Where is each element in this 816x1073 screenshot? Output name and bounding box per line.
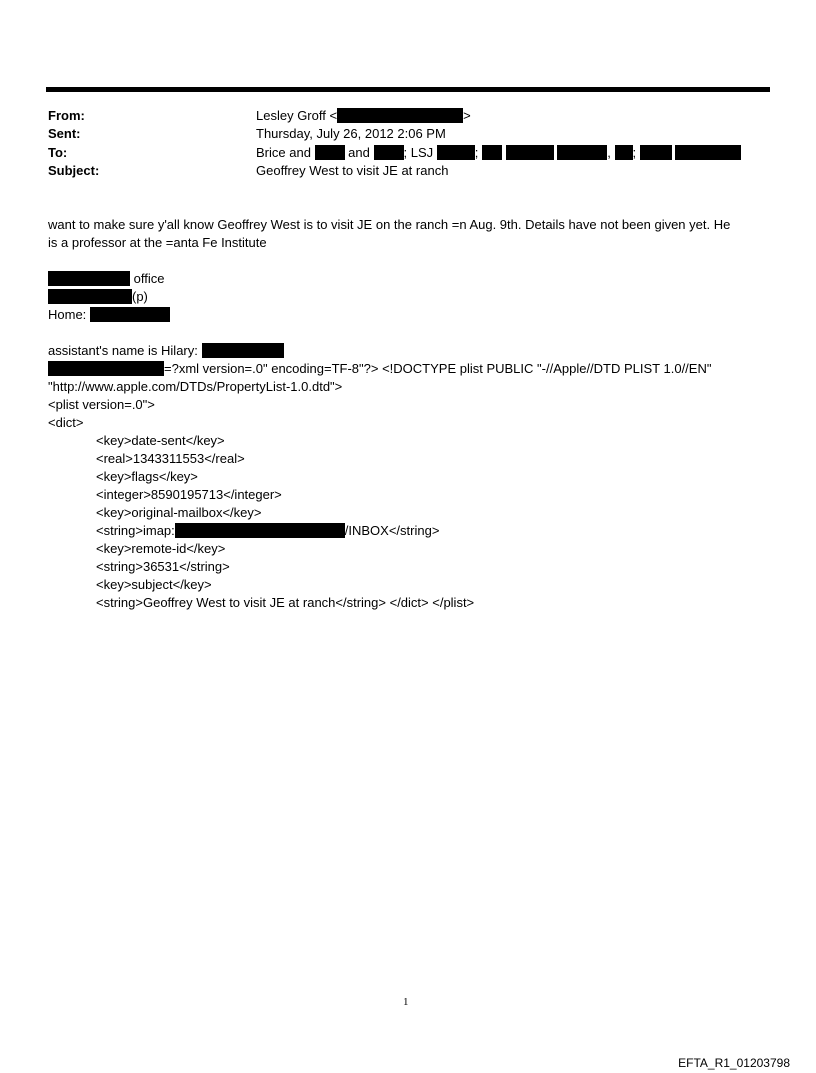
dict-line: <string>imap:: [96, 523, 175, 538]
redaction-block: [615, 145, 633, 160]
document-id: EFTA_R1_01203798: [678, 1056, 790, 1070]
header-rule: [46, 87, 770, 92]
home-text: Home:: [48, 307, 87, 322]
redaction-block: [90, 307, 170, 322]
subject-label: Subject:: [48, 163, 100, 178]
assistant-text: assistant's name is Hilary:: [48, 343, 198, 358]
signature-home-line: [48, 306, 170, 324]
redaction-block: [482, 145, 502, 160]
dict-line: <key>original-mailbox</key>: [96, 505, 262, 520]
redaction-block: [640, 145, 672, 160]
signature-phone-line: [48, 288, 148, 306]
to-recipients-part: Brice and: [256, 145, 311, 160]
redaction-block: [48, 361, 164, 376]
body-paragraph-line: is a professor at the =anta Fe Institute: [48, 235, 267, 250]
dict-line: <string>Geoffrey West to visit JE at ranch</string> </dict> </plist>: [96, 595, 475, 610]
to-separator: ;: [632, 145, 637, 160]
office-text: office: [133, 271, 165, 286]
redaction-block: [437, 145, 475, 160]
to-label: To:: [48, 145, 68, 160]
redaction-block: [202, 343, 284, 358]
to-separator: ;: [474, 145, 479, 160]
redaction-block: [175, 523, 345, 538]
redaction-block: [374, 145, 404, 160]
dict-line: <key>flags</key>: [96, 469, 198, 484]
dict-line: <real>1343311553</real>: [96, 451, 245, 466]
redaction-block: [506, 145, 554, 160]
to-recipients-part: and: [348, 145, 370, 160]
redaction-block: [557, 145, 607, 160]
to-separator: ,: [607, 145, 611, 160]
dict-line: <integer>8590195713</integer>: [96, 487, 282, 502]
to-recipients-part: ; LSJ: [403, 145, 434, 160]
xml-line: <plist version=.0">: [48, 397, 155, 412]
page-number: 1: [403, 996, 409, 1008]
redaction-block: [48, 271, 130, 286]
sent-value: Thursday, July 26, 2012 2:06 PM: [256, 126, 446, 141]
redaction-block: [48, 289, 132, 304]
from-label: From:: [48, 108, 85, 123]
phone-text: (p): [132, 289, 148, 304]
inbox-suffix: /INBOX</string>: [344, 523, 440, 538]
sent-label: Sent:: [48, 126, 81, 141]
dict-line: <string>36531</string>: [96, 559, 230, 574]
redaction-block: [337, 108, 463, 123]
from-close: >: [463, 108, 471, 123]
redaction-block: [315, 145, 345, 160]
dict-imap-line: [96, 522, 439, 540]
dict-line: <key>remote-id</key>: [96, 541, 226, 556]
body-paragraph-line: want to make sure y'all know Geoffrey West is to visit JE on the ranch =n Aug. 9th. Details have not been given yet. He: [48, 217, 731, 232]
redaction-block: [675, 145, 741, 160]
xml-line: "http://www.apple.com/DTDs/PropertyList-1.0.dtd">: [48, 379, 343, 394]
dict-line: <key>date-sent</key>: [96, 433, 225, 448]
signature-office-line: [48, 270, 164, 288]
from-name: Lesley Groff <: [256, 108, 338, 123]
assistant-line: [48, 342, 284, 360]
subject-value: Geoffrey West to visit JE at ranch: [256, 163, 449, 178]
xml-line: [48, 360, 711, 378]
dict-line: <key>subject</key>: [96, 577, 212, 592]
xml-line: <dict>: [48, 415, 84, 430]
xml-text: =?xml version=.0" encoding=TF-8"?> <!DOCTYPE plist PUBLIC "-//Apple//DTD PLIST 1.0//EN": [164, 361, 712, 376]
